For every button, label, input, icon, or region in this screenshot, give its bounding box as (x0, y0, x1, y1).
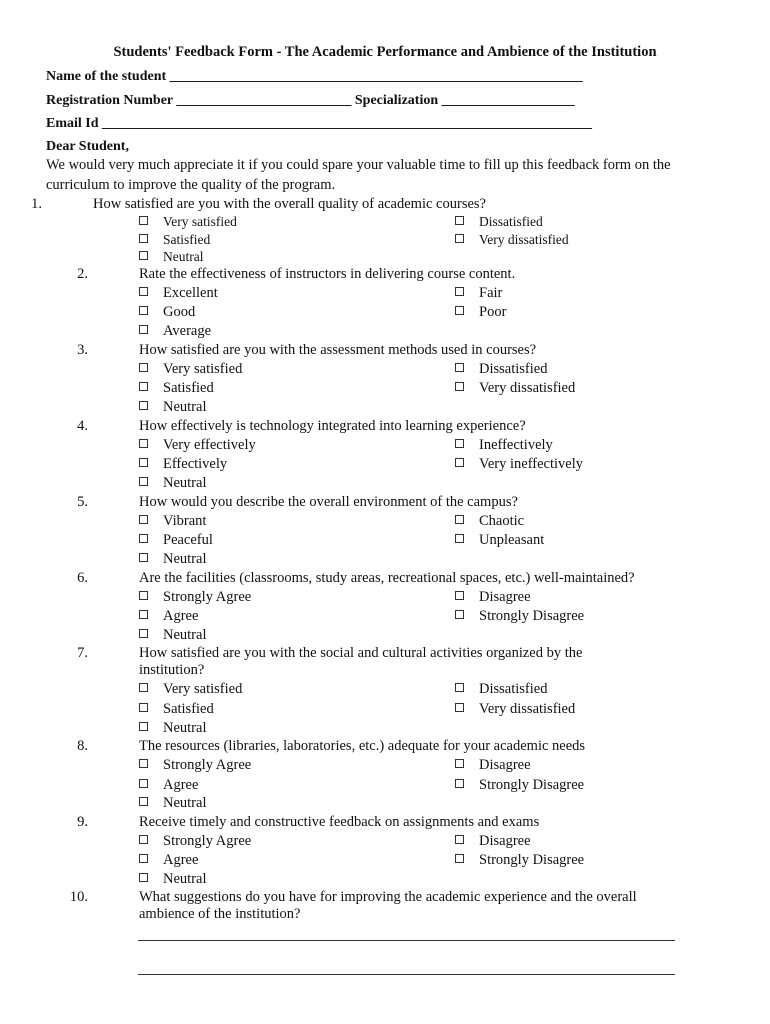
option-checkbox[interactable] (139, 232, 210, 248)
option-label: Agree (163, 777, 199, 793)
checkbox-icon[interactable] (455, 854, 464, 863)
option-label: Very satisfied (163, 681, 243, 697)
checkbox-icon[interactable] (139, 216, 148, 225)
option-label: Disagree (479, 757, 531, 773)
question-number: 1. (31, 196, 42, 212)
option-label: Satisfied (163, 701, 214, 717)
checkbox-icon[interactable] (455, 683, 464, 692)
option-label: Satisfied (163, 380, 214, 396)
option-label: Strongly Agree (163, 589, 252, 605)
option-checkbox[interactable] (139, 214, 237, 230)
option-checkbox[interactable] (139, 551, 206, 568)
option-label: Very dissatisfied (479, 380, 576, 396)
option-label: Poor (479, 304, 507, 320)
checkbox-icon[interactable] (455, 458, 464, 467)
option-checkbox[interactable] (455, 285, 502, 302)
option-checkbox[interactable] (455, 532, 544, 549)
option-checkbox[interactable] (455, 852, 584, 869)
question-number: 6. (77, 570, 88, 586)
option-label: Very dissatisfied (479, 701, 576, 717)
checkbox-icon[interactable] (139, 797, 148, 806)
checkbox-icon[interactable] (139, 287, 148, 296)
option-checkbox[interactable] (139, 852, 198, 869)
checkbox-icon[interactable] (455, 591, 464, 600)
option-label: Dissatisfied (479, 681, 548, 697)
checkbox-icon[interactable] (455, 382, 464, 391)
checkbox-icon[interactable] (455, 306, 464, 315)
checkbox-icon[interactable] (139, 629, 148, 638)
answer-line-1[interactable] (138, 940, 675, 941)
question-number: 7. (77, 645, 88, 661)
option-label: Excellent (163, 285, 218, 301)
option-label: Strongly Disagree (479, 777, 585, 793)
option-checkbox[interactable] (139, 720, 206, 737)
checkbox-icon[interactable] (139, 439, 148, 448)
option-label: Neutral (163, 551, 207, 567)
option-checkbox[interactable] (139, 399, 206, 416)
option-checkbox[interactable] (455, 589, 531, 606)
option-checkbox[interactable] (139, 871, 206, 888)
option-checkbox[interactable] (139, 304, 195, 321)
question-number: 4. (77, 418, 88, 434)
option-label: Neutral (163, 795, 207, 811)
checkbox-icon[interactable] (455, 759, 464, 768)
option-label: Disagree (479, 833, 531, 849)
option-checkbox[interactable] (139, 757, 251, 774)
question-number: 3. (77, 342, 88, 358)
option-label: Chaotic (479, 513, 525, 529)
checkbox-icon[interactable] (455, 703, 464, 712)
option-checkbox[interactable] (455, 380, 575, 397)
checkbox-icon[interactable] (455, 515, 464, 524)
option-label: Neutral (163, 627, 207, 643)
option-label: Peaceful (163, 532, 213, 548)
checkbox-icon[interactable] (139, 534, 148, 543)
option-label: Very satisfied (163, 214, 237, 229)
option-checkbox[interactable] (455, 304, 506, 321)
option-label: Neutral (163, 399, 207, 415)
question-text: Are the facilities (classrooms, study areas, recreational spaces, etc.) well-maintained? (139, 570, 635, 586)
checkbox-icon[interactable] (139, 759, 148, 768)
option-checkbox[interactable] (455, 681, 547, 698)
option-label: Dissatisfied (479, 361, 548, 377)
checkbox-icon[interactable] (139, 363, 148, 372)
salutation: Dear Student, (46, 139, 129, 154)
question-text: How effectively is technology integrated into learning experience? (139, 418, 526, 434)
checkbox-icon[interactable] (139, 854, 148, 863)
checkbox-icon[interactable] (139, 382, 148, 391)
option-label: Strongly Disagree (479, 852, 585, 868)
question-number: 2. (77, 266, 88, 282)
option-label: Strongly Disagree (479, 608, 585, 624)
option-label: Neutral (163, 871, 207, 887)
option-checkbox[interactable] (455, 232, 569, 248)
option-checkbox[interactable] (139, 608, 198, 625)
answer-line-2[interactable] (138, 974, 675, 975)
option-label: Effectively (163, 456, 228, 472)
option-label: Agree (163, 608, 199, 624)
question-text: How satisfied are you with the assessment methods used in courses? (139, 342, 537, 358)
question-text: The resources (libraries, laboratories, etc.) adequate for your academic needs (139, 738, 586, 754)
option-label: Satisfied (163, 232, 211, 247)
option-checkbox[interactable] (455, 456, 583, 473)
intro-paragraph: We would very much appreciate it if you could spare your valuable time to fill up this feedback form on the curriculum to improve the quality of the program. (46, 157, 671, 193)
checkbox-icon[interactable] (139, 515, 148, 524)
option-checkbox[interactable] (139, 285, 218, 302)
option-checkbox[interactable] (139, 532, 213, 549)
question-text: How would you describe the overall environment of the campus? (139, 494, 518, 510)
option-label: Strongly Agree (163, 757, 252, 773)
option-label: Neutral (163, 475, 207, 491)
option-checkbox[interactable] (139, 249, 203, 265)
option-checkbox[interactable] (139, 475, 206, 492)
checkbox-icon[interactable] (455, 363, 464, 372)
checkbox-icon[interactable] (139, 325, 148, 334)
checkbox-icon[interactable] (139, 703, 148, 712)
option-label: Very satisfied (163, 361, 243, 377)
checkbox-icon[interactable] (139, 401, 148, 410)
checkbox-icon[interactable] (139, 251, 148, 260)
checkbox-icon[interactable] (455, 534, 464, 543)
option-label: Neutral (163, 720, 207, 736)
option-label: Unpleasant (479, 532, 545, 548)
checkbox-icon[interactable] (139, 835, 148, 844)
checkbox-icon[interactable] (139, 683, 148, 692)
option-checkbox[interactable] (139, 361, 242, 378)
checkbox-icon[interactable] (139, 553, 148, 562)
option-label: Average (163, 323, 212, 339)
option-label: Dissatisfied (479, 214, 543, 229)
question-text-continued: ambience of the institution? (139, 906, 301, 922)
checkbox-icon[interactable] (139, 458, 148, 467)
question-number: 10. (69, 889, 88, 905)
option-label: Very dissatisfied (479, 232, 569, 247)
option-label: Agree (163, 852, 199, 868)
option-checkbox[interactable] (139, 589, 251, 606)
option-checkbox[interactable] (455, 608, 584, 625)
option-checkbox[interactable] (139, 627, 206, 644)
question-text: What suggestions do you have for improving the academic experience and the overall (139, 889, 637, 905)
option-checkbox[interactable] (455, 513, 524, 530)
option-label: Neutral (163, 249, 204, 264)
option-checkbox[interactable] (455, 214, 543, 230)
checkbox-icon[interactable] (139, 591, 148, 600)
option-checkbox[interactable] (139, 795, 206, 812)
checkbox-icon[interactable] (455, 287, 464, 296)
option-checkbox[interactable] (455, 361, 547, 378)
checkbox-icon[interactable] (139, 722, 148, 731)
option-label: Strongly Agree (163, 833, 252, 849)
question-text: How satisfied are you with the overall quality of academic courses? (93, 196, 486, 212)
option-checkbox[interactable] (455, 833, 531, 850)
checkbox-icon[interactable] (455, 439, 464, 448)
option-checkbox[interactable] (139, 380, 214, 397)
option-label: Good (163, 304, 196, 320)
option-label: Very ineffectively (479, 456, 584, 472)
form-title: Students' Feedback Form - The Academic Performance and Ambience of the Institution (113, 44, 657, 60)
option-label: Disagree (479, 589, 531, 605)
option-checkbox[interactable] (139, 323, 211, 340)
checkbox-icon[interactable] (139, 873, 148, 882)
question-text-continued: institution? (139, 662, 205, 678)
checkbox-icon[interactable] (455, 234, 464, 243)
email-field[interactable]: Email Id ______________________________________________________________________ (46, 116, 593, 131)
option-checkbox[interactable] (139, 681, 242, 698)
option-checkbox[interactable] (455, 701, 575, 718)
checkbox-icon[interactable] (455, 779, 464, 788)
question-text: Receive timely and constructive feedback on assignments and exams (139, 814, 540, 830)
option-checkbox[interactable] (455, 437, 553, 454)
option-checkbox[interactable] (139, 701, 214, 718)
question-text: How satisfied are you with the social and cultural activities organized by the (139, 645, 583, 661)
checkbox-icon[interactable] (139, 477, 148, 486)
registration-specialization-field[interactable]: Registration Number _________________________ Specialization ___________________ (46, 93, 575, 108)
question-text: Rate the effectiveness of instructors in delivering course content. (139, 266, 516, 282)
question-number: 9. (77, 814, 88, 830)
checkbox-icon[interactable] (139, 779, 148, 788)
option-checkbox[interactable] (139, 833, 251, 850)
checkbox-icon[interactable] (139, 610, 148, 619)
option-checkbox[interactable] (455, 757, 531, 774)
option-checkbox[interactable] (455, 777, 584, 794)
checkbox-icon[interactable] (455, 610, 464, 619)
checkbox-icon[interactable] (455, 835, 464, 844)
option-checkbox[interactable] (139, 513, 206, 530)
checkbox-icon[interactable] (139, 234, 148, 243)
question-number: 5. (77, 494, 88, 510)
option-label: Ineffectively (479, 437, 553, 453)
student-name-field[interactable]: Name of the student ___________________________________________________________ (46, 69, 583, 84)
option-checkbox[interactable] (139, 456, 227, 473)
checkbox-icon[interactable] (139, 306, 148, 315)
option-label: Very effectively (163, 437, 256, 453)
option-label: Vibrant (163, 513, 207, 529)
checkbox-icon[interactable] (455, 216, 464, 225)
question-number: 8. (77, 738, 88, 754)
option-checkbox[interactable] (139, 777, 198, 794)
option-checkbox[interactable] (139, 437, 256, 454)
option-label: Fair (479, 285, 503, 301)
